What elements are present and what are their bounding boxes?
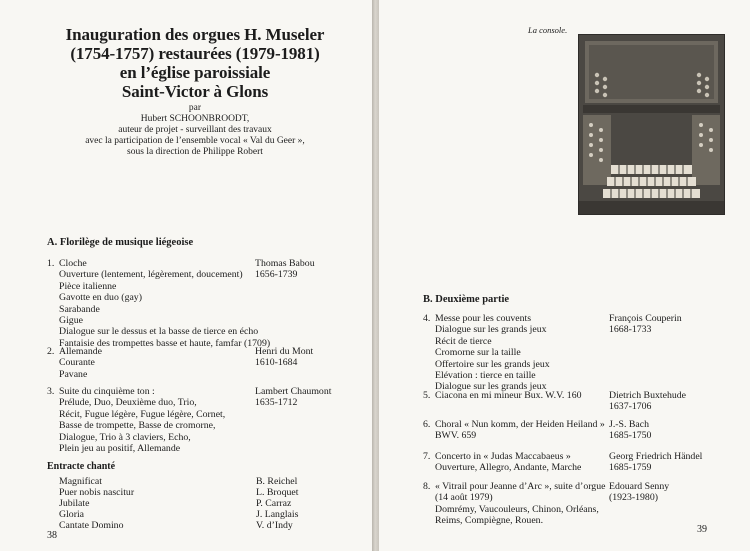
composer [255, 386, 331, 409]
piece-title: Dialogue sur les grands jeux [435, 381, 547, 393]
item-pieces [59, 258, 270, 349]
organ-console-illustration [579, 35, 724, 214]
section-b-heading: B. Deuxième partie [423, 294, 510, 305]
item-pieces [435, 313, 550, 393]
program-item [47, 346, 357, 382]
composer-name: Thomas Babou [255, 258, 315, 269]
item-number: 2. [47, 346, 55, 357]
entracte-composer: J. Langlais [256, 509, 299, 520]
program-item [47, 386, 357, 456]
program-item [423, 390, 743, 414]
entracte-composer: B. Reichel [256, 476, 298, 487]
composer-name: Georg Friedrich Händel [609, 451, 703, 462]
composer [609, 451, 702, 474]
organ-console-photo [578, 34, 725, 215]
item-pieces [59, 386, 225, 454]
by-line: par [188, 103, 202, 113]
item-number: 5. [423, 390, 431, 401]
credit-line: auteur de projet - surveillant des travaux [118, 125, 272, 135]
item-pieces [435, 390, 582, 401]
piece-title: Dialogue sur le dessus et la basse de tierce en écho [59, 326, 259, 338]
piece-title: Suite du cinquième ton : [59, 386, 155, 397]
left-page [0, 0, 372, 551]
item-number: 6. [423, 419, 431, 430]
author-name: Hubert SCHOONBROODT, [140, 114, 250, 124]
piece-title: Ouverture (lentement, légèrement, doucement) [59, 269, 243, 281]
title-line: Inauguration des orgues H. Museler [65, 25, 325, 44]
item-pieces [435, 451, 581, 474]
page-number: 38 [47, 530, 57, 541]
section-a-heading: A. Florilège de musique liégeoise [47, 237, 194, 248]
program-item [423, 451, 743, 475]
composer-name: Lambert Chaumont [255, 386, 332, 397]
piece-title: Gavotte en duo (gay) [59, 292, 142, 304]
piece-title: Gigue [59, 315, 83, 327]
program-item [47, 258, 357, 353]
piece-title: BWV. 659 [435, 430, 477, 442]
title-block [40, 25, 350, 158]
piece-title: Récit, Fugue légère, Fugue légère, Cornet, [59, 408, 226, 420]
piece-title: Dialogue, Trio à 3 claviers, Echo, [59, 431, 191, 443]
composer [609, 313, 682, 336]
item-number: 8. [423, 481, 431, 492]
composer [609, 419, 651, 442]
composer [255, 346, 313, 369]
entracte-piece: Puer nobis nascitur [59, 487, 135, 498]
right-page [379, 0, 750, 551]
composer-name: Henri du Mont [255, 346, 314, 357]
piece-title: Cloche [59, 258, 87, 269]
item-number: 3. [47, 386, 55, 397]
title-line: Saint-Victor à Glons [121, 82, 269, 101]
title-line: en l’église paroissiale [119, 63, 271, 82]
composer-dates: 1637-1706 [609, 401, 652, 413]
composer-dates: 1610-1684 [255, 357, 298, 369]
item-number: 7. [423, 451, 431, 462]
piece-title: Choral « Nun komm, der Heiden Heiland » [435, 419, 605, 430]
item-number: 1. [47, 258, 55, 269]
piece-title: Pièce italienne [59, 280, 117, 292]
entracte-piece: Cantate Domino [59, 520, 124, 531]
entracte-piece: Jubilate [59, 498, 90, 509]
piece-title: Ciacona en mi mineur Bux. W.V. 160 [435, 390, 582, 401]
credit-line: sous la direction de Philippe Robert [127, 147, 263, 157]
book-gutter [372, 0, 379, 551]
piece-title: Messe pour les couvents [435, 313, 532, 324]
piece-title: « Vitrail pour Jeanne d’Arc », suite d’orgue [435, 481, 606, 492]
entracte-heading: Entracte chanté [47, 461, 116, 472]
composer-name: Dietrich Buxtehude [609, 390, 686, 401]
entracte-composer: V. d’Indy [256, 520, 293, 531]
composer [609, 481, 669, 504]
piece-title: Reims, Compiègne, Rouen. [435, 515, 544, 527]
program-item [423, 419, 743, 443]
piece-title: Elévation : tierce en taille [435, 370, 536, 382]
composer-dates: 1668-1733 [609, 324, 652, 336]
photo-caption: La console. [528, 25, 568, 35]
composer-name: J.-S. Bach [609, 419, 650, 430]
page-number: 39 [697, 524, 707, 535]
composer-name: Edouard Senny [609, 481, 670, 492]
item-number: 4. [423, 313, 431, 324]
piece-title: Concerto in « Judas Maccabaeus » [435, 451, 571, 462]
composer [609, 390, 686, 413]
piece-title: (14 août 1979) [435, 492, 493, 504]
piece-title: Allemande [59, 346, 102, 357]
composer-dates: (1923-1980) [609, 492, 658, 504]
composer-dates: 1685-1759 [609, 462, 652, 474]
composer [255, 258, 315, 281]
piece-title: Plein jeu au positif, Allemande [59, 443, 181, 455]
item-pieces [59, 346, 102, 380]
composer-dates: 1685-1750 [609, 430, 652, 442]
program-item [423, 481, 743, 529]
composer-name: François Couperin [609, 313, 682, 324]
piece-title: Courante [59, 357, 95, 369]
entracte-piece: Magnificat [59, 476, 102, 487]
piece-title: Sarabande [59, 303, 100, 315]
piece-title: Basse de trompette, Basse de cromorne, [59, 420, 216, 432]
item-pieces [435, 419, 605, 442]
entracte-composer: P. Carraz [256, 498, 292, 509]
item-pieces [435, 481, 605, 527]
piece-title: Ouverture, Allegro, Andante, Marche [435, 462, 582, 474]
program-item [423, 313, 743, 395]
piece-title: Cromorne sur la taille [435, 347, 521, 359]
piece-title: Récit de tierce [435, 335, 492, 347]
piece-title: Fantaisie des trompettes basse et haute, famfar (1709) [59, 337, 271, 349]
entracte-composer: L. Broquet [256, 487, 299, 498]
composer-dates: 1656-1739 [255, 269, 298, 281]
piece-title: Pavane [59, 368, 88, 380]
composer-dates: 1635-1712 [255, 397, 298, 409]
entracte-piece: Gloria [59, 509, 85, 520]
title-line: (1754-1757) restaurées (1979-1981) [70, 44, 320, 63]
piece-title: Prélude, Duo, Deuxième duo, Trio, [59, 397, 197, 409]
credit-line: avec la participation de l’ensemble vocal « Val du Geer », [85, 136, 305, 146]
piece-title: Dialogue sur les grands jeux [435, 324, 547, 336]
piece-title: Offertoire sur les grands jeux [435, 358, 550, 370]
piece-title: Domrémy, Vaucouleurs, Chinon, Orléans, [435, 503, 599, 515]
